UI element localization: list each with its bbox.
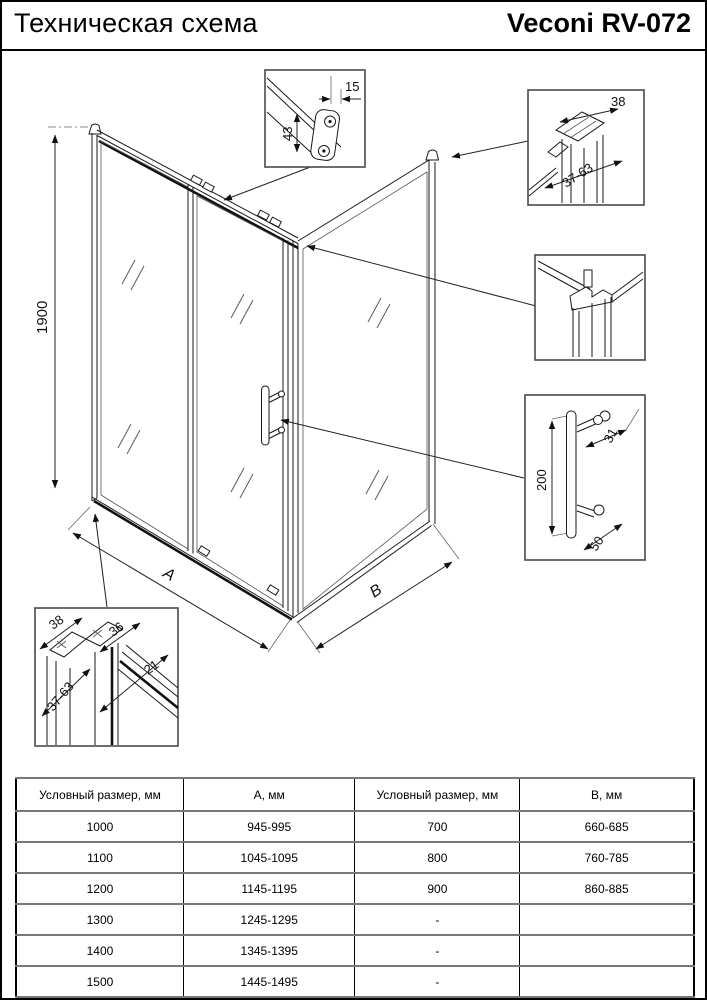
- handle-top-dim: 31: [600, 425, 621, 446]
- width-dimension: A: [160, 564, 178, 585]
- bottom-rail-depth-dim: 21: [140, 656, 162, 678]
- handle-length-dim: 200: [534, 469, 549, 491]
- fixed-panel-glass: [101, 141, 188, 549]
- table-header-cell: В, мм: [520, 778, 694, 811]
- depth-dimension: B: [366, 581, 386, 602]
- side-panel-glass: [303, 172, 427, 609]
- table-cell: 860-885: [520, 873, 694, 904]
- table-cell: -: [355, 904, 520, 935]
- model-name: Veconi RV-072: [506, 8, 691, 38]
- table-row: [16, 842, 694, 873]
- table-cell: 700: [355, 811, 520, 842]
- table-header-cell: А, мм: [183, 778, 355, 811]
- table-cell: 1345-1395: [183, 935, 355, 966]
- table-cell: 1000: [16, 811, 183, 842]
- table-cell: [520, 904, 694, 935]
- table-header-cell: Условный размер, мм: [16, 778, 183, 811]
- overall-dimensions: [34, 127, 459, 653]
- table-row: [16, 811, 694, 842]
- table-cell: 945-995: [183, 811, 355, 842]
- detail-roller-callout: [265, 70, 365, 167]
- height-dimension: 1900: [34, 300, 51, 334]
- table-cell: 1300: [16, 904, 183, 935]
- table-header-row: [16, 778, 694, 811]
- detail-wall-profile-callout: [528, 90, 644, 205]
- wall-profile-range-dim: 37-63: [559, 159, 596, 191]
- detail-leader-lines: [95, 141, 536, 607]
- table-row: [16, 966, 694, 997]
- table-cell: 1045-1095: [183, 842, 355, 873]
- table-header-cell: Условный размер, мм: [355, 778, 520, 811]
- table-cell: -: [355, 935, 520, 966]
- shower-enclosure-drawing: [89, 124, 439, 623]
- table-cell: 800: [355, 842, 520, 873]
- roller-height-dim: 43: [280, 126, 295, 141]
- table-row: [16, 904, 694, 935]
- sliding-door-glass: [197, 196, 283, 606]
- table-row: [16, 935, 694, 966]
- right-post-cap: [426, 150, 439, 160]
- door-rollers: [191, 175, 282, 595]
- table-cell: 900: [355, 873, 520, 904]
- detail-corner-profile-callout: [535, 255, 645, 360]
- size-table: [15, 777, 695, 998]
- wall-profile-width-dim: 38: [611, 94, 626, 109]
- table-cell: 1445-1495: [183, 966, 355, 997]
- table-cell: 1200: [16, 873, 183, 904]
- left-profile-cap: [89, 124, 101, 134]
- handle-bottom-dim: 50: [586, 533, 607, 554]
- door-handle: [262, 386, 285, 445]
- table-cell: 1245-1295: [183, 904, 355, 935]
- table-cell: 660-685: [520, 811, 694, 842]
- table-cell: 1100: [16, 842, 183, 873]
- bottom-rail-inner-dim: 36: [105, 618, 127, 640]
- table-cell: 1400: [16, 935, 183, 966]
- page-title: Техническая схема: [14, 8, 258, 38]
- bottom-rail-width-dim: 38: [45, 611, 67, 633]
- table-cell: [520, 966, 694, 997]
- table-row: [16, 873, 694, 904]
- table-cell: 760-785: [520, 842, 694, 873]
- glass-reflection-marks: [118, 260, 390, 500]
- bottom-rail-range-dim: 37-63: [43, 678, 77, 714]
- roller-offset-dim: 15: [345, 79, 360, 94]
- detail-handle-callout: [525, 395, 645, 560]
- detail-bottom-rail-callout: [35, 608, 178, 746]
- table-cell: [520, 935, 694, 966]
- table-cell: 1145-1195: [183, 873, 355, 904]
- table-cell: 1500: [16, 966, 183, 997]
- table-cell: -: [355, 966, 520, 997]
